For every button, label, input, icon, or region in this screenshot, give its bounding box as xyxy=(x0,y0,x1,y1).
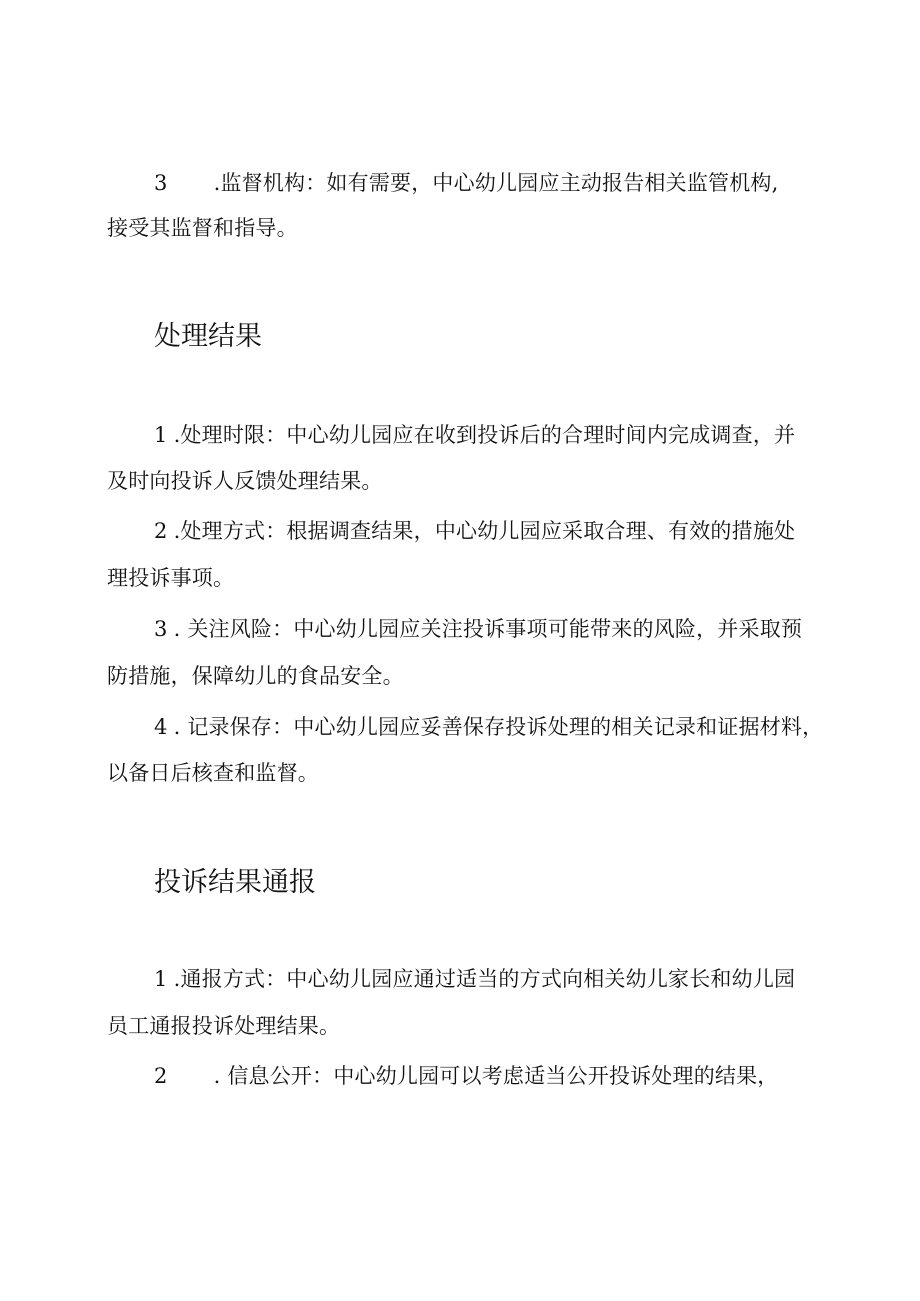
section-heading-result: 处理结果 xyxy=(154,321,262,352)
item-number: 4 xyxy=(154,715,168,739)
result-item-2-line1 xyxy=(154,517,864,545)
result-item-1-line1 xyxy=(154,421,864,449)
item-text: .监督机构：如有需要，中心幼儿园应主动报告相关监管机构, xyxy=(213,171,779,195)
notice-item-2-line1 xyxy=(154,1062,864,1090)
item-number: 1 xyxy=(154,967,168,991)
result-item-4-line2: 以备日后核查和监督。 xyxy=(107,761,319,785)
section-heading-notice: 投诉结果通报 xyxy=(154,867,316,898)
item-number: 3 xyxy=(154,617,168,641)
item-text: .处理方式：根据调查结果，中心幼儿园应采取合理、有效的措施处 xyxy=(173,519,796,543)
supervision-item-line2: 接受其监督和指导。 xyxy=(107,216,298,240)
item-text: . 关注风险：中心幼儿园应关注投诉事项可能带来的风险，并采取预 xyxy=(173,617,803,641)
item-text: .处理时限：中心幼儿园应在收到投诉后的合理时间内完成调查，并 xyxy=(173,423,796,447)
result-item-1-line2: 及时向投诉人反馈处理结果。 xyxy=(107,469,383,493)
result-item-2-line2: 理投诉事项。 xyxy=(107,566,235,590)
item-text: . 信息公开：中心幼儿园可以考虑适当公开投诉处理的结果， xyxy=(213,1064,779,1088)
item-text: . 记录保存：中心幼儿园应妥善保存投诉处理的相关记录和证据材料， xyxy=(173,715,824,739)
item-number: 3 xyxy=(154,171,168,195)
item-text: .通报方式：中心幼儿园应通过适当的方式向相关幼儿家长和幼儿园 xyxy=(173,967,796,991)
item-number: 2 xyxy=(154,519,168,543)
result-item-4-line1 xyxy=(154,713,864,741)
notice-item-1-line2: 员工通报投诉处理结果。 xyxy=(107,1014,341,1038)
result-item-3-line2: 防措施，保障幼儿的食品安全。 xyxy=(107,664,404,688)
item-number: 1 xyxy=(154,423,168,447)
supervision-item-line1 xyxy=(154,169,864,197)
item-number: 2 xyxy=(154,1064,168,1088)
result-item-3-line1 xyxy=(154,615,864,643)
notice-item-1-line1 xyxy=(154,965,864,993)
